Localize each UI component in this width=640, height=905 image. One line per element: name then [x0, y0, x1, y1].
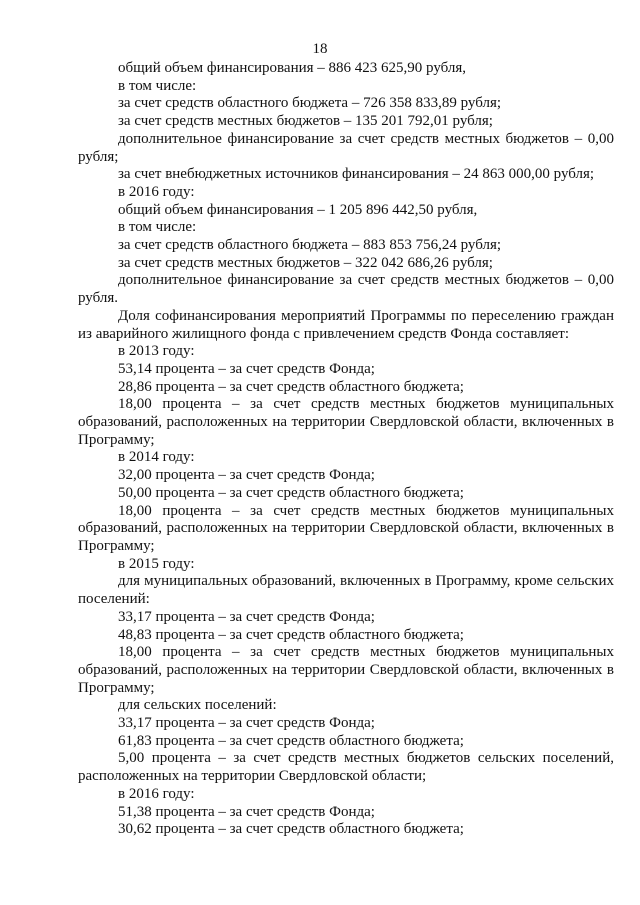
paragraph: для муниципальных образований, включенных в Программу, кроме сельских поселений: — [78, 573, 614, 608]
paragraph: в 2015 году: — [118, 555, 195, 572]
paragraph: 48,83 процента – за счет средств областного бюджета; — [118, 626, 464, 643]
paragraph: в 2014 году: — [118, 449, 195, 466]
paragraph: 50,00 процента – за счет средств областного бюджета; — [118, 484, 464, 501]
paragraph: 5,00 процента – за счет средств местных бюджетов сельских поселений, расположенных на территории Свердловской области; — [78, 750, 614, 785]
paragraph: дополнительное финансирование за счет средств местных бюджетов – 0,00 рубля. — [78, 272, 614, 307]
paragraph: в 2016 году: — [118, 183, 195, 200]
page-number: 18 — [312, 41, 328, 57]
paragraph: 53,14 процента – за счет средств Фонда; — [118, 360, 375, 377]
paragraph: 30,62 процента – за счет средств областного бюджета; — [118, 821, 464, 838]
paragraph: в том числе: — [118, 219, 197, 236]
paragraph: за счет средств местных бюджетов – 135 201 792,01 рубля; — [118, 113, 493, 130]
paragraph: 18,00 процента – за счет средств местных бюджетов муниципальных образований, расположенных на территории Свердловской области, включенных в Программу; — [78, 502, 614, 554]
paragraph: 33,17 процента – за счет средств Фонда; — [118, 715, 375, 732]
paragraph: за счет средств областного бюджета – 883 853 756,24 рубля; — [118, 237, 502, 254]
paragraph: общий объем финансирования – 886 423 625,90 рубля, — [118, 60, 467, 76]
paragraph: за счет средств областного бюджета – 726 358 833,89 рубля; — [118, 95, 502, 112]
paragraph: за счет внебюджетных источников финансирования – 24 863 000,00 рубля; — [118, 166, 595, 183]
paragraph: 33,17 процента – за счет средств Фонда; — [118, 608, 375, 625]
paragraph: в том числе: — [118, 77, 197, 94]
paragraph: 18,00 процента – за счет средств местных бюджетов муниципальных образований, расположенных на территории Свердловской области, включенных в Программу; — [78, 644, 614, 696]
paragraph: Доля софинансирования мероприятий Программы по переселению граждан из аварийного жилищного фонда с привлечением средств Фонда составляет: — [78, 307, 614, 342]
paragraph: 51,38 процента – за счет средств Фонда; — [118, 803, 375, 820]
document-body — [78, 60, 614, 839]
paragraph: дополнительное финансирование за счет средств местных бюджетов – 0,00 рубля; — [78, 130, 614, 165]
paragraph: 61,83 процента – за счет средств областного бюджета; — [118, 732, 464, 749]
paragraph: 28,86 процента – за счет средств областного бюджета; — [118, 378, 464, 395]
paragraph: в 2013 году: — [118, 343, 195, 360]
paragraph: для сельских поселений: — [118, 697, 277, 714]
paragraph: общий объем финансирования – 1 205 896 442,50 рубля, — [118, 201, 478, 218]
paragraph: 18,00 процента – за счет средств местных бюджетов муниципальных образований, расположенных на территории Свердловской области, включенных в Программу; — [78, 396, 614, 448]
paragraph: за счет средств местных бюджетов – 322 042 686,26 рубля; — [118, 254, 493, 271]
paragraph: 32,00 процента – за счет средств Фонда; — [118, 467, 375, 484]
paragraph: в 2016 году: — [118, 785, 195, 802]
